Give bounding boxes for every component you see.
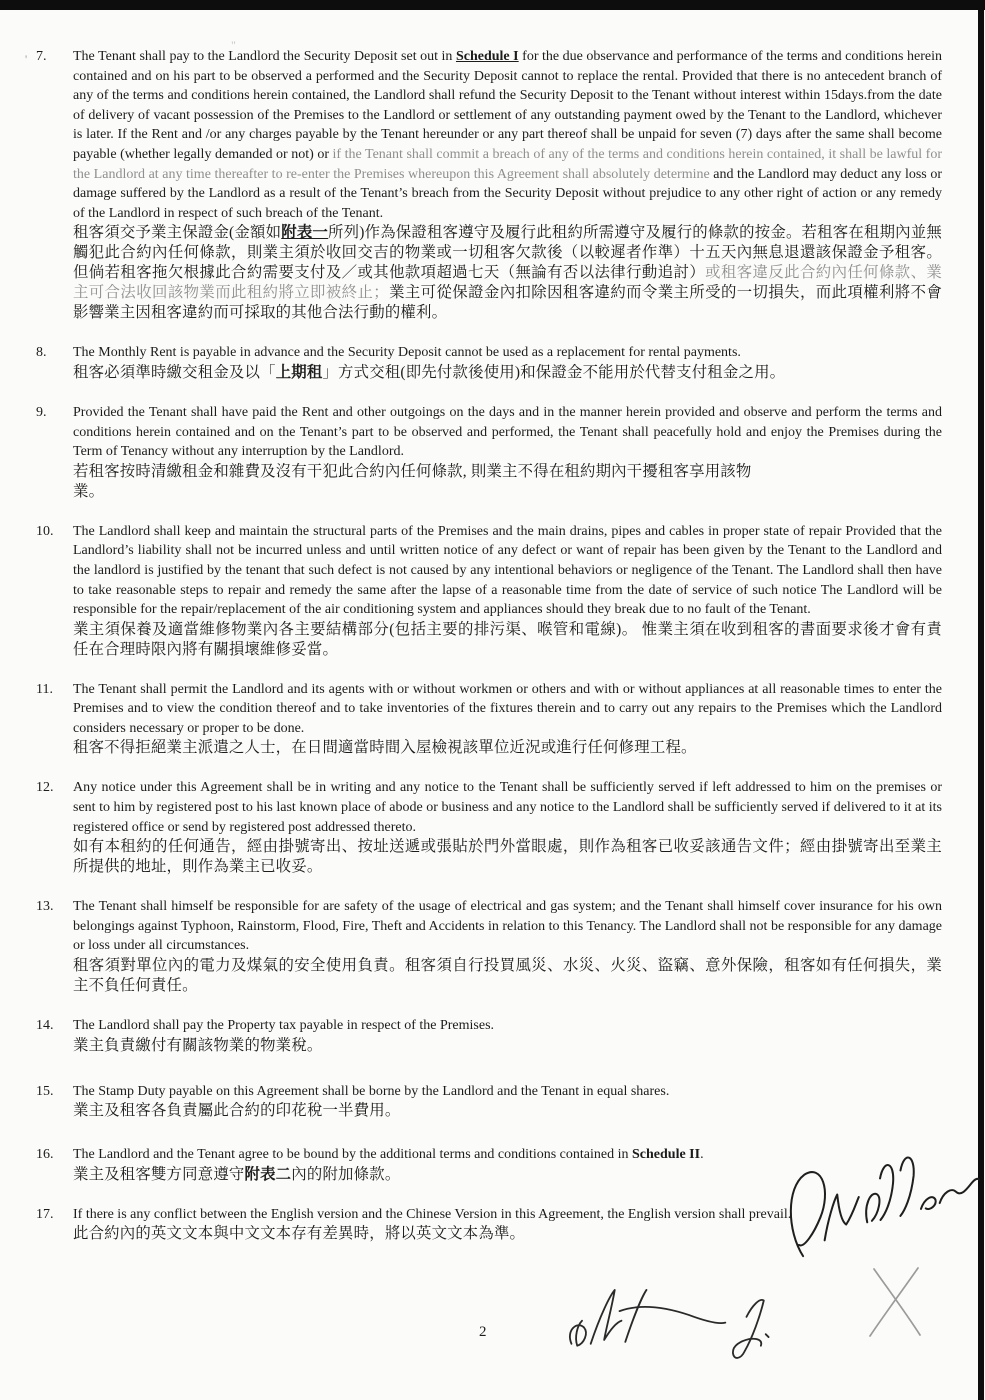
- clause-zh-paragraph: [73, 1036, 942, 1056]
- clause-body: [73, 680, 942, 759]
- text-segment: The Tenant shall permit the Landlord and its agents with or without workmen or others and with or without appliances at all reasonable times to enter the Premises and to view the condition thereof and to take inventories of the fixtures therein and to carry out any repairs to the Premises which the Landlord considers necessary or proper to be done.: [73, 681, 942, 736]
- text-segment: Provided the Tenant shall have paid the Rent and other outgoings on the days and in the manner herein provided and observe and perform the terms and conditions herein contained and on the Tenant’s part to be observed and performed, the Tenant shall peacefully hold and enjoy the Premises during the Term of Tenancy without any interruption by the Landlord.: [73, 404, 942, 460]
- clause-zh-paragraph: [73, 620, 942, 660]
- clause-en-paragraph: [73, 47, 942, 223]
- clause-body: [73, 1082, 942, 1122]
- text-segment: 租客須對單位內的電力及煤氣的安全使用負責。租客須自行投買風災、水災、火災、盜竊、意外保險，租客如有任何損失，業主不負任何責任。: [73, 957, 942, 995]
- clause-en-paragraph: [73, 680, 942, 739]
- clause-zh-paragraph: [73, 738, 942, 758]
- text-segment: 租客須交予業主保證金(金額如: [73, 224, 282, 242]
- clause-zh-paragraph: [73, 223, 942, 323]
- clause-body: [73, 522, 942, 660]
- clause-zh-paragraph: [73, 1101, 942, 1121]
- clause-en-paragraph: [73, 403, 942, 462]
- text-segment: The Landlord and the Tenant agree to be bound by the additional terms and conditions contained in: [73, 1147, 632, 1163]
- clause-number: 10.: [36, 523, 54, 539]
- clause-body: [73, 47, 942, 323]
- clause-zh-paragraph: [73, 956, 942, 996]
- clause-number: 17.: [36, 1206, 54, 1222]
- clause-14: [36, 1016, 942, 1056]
- clause-zh-paragraph: [73, 837, 942, 877]
- clause-12: [36, 778, 942, 877]
- text-segment: 上期租: [275, 363, 323, 381]
- text-segment: The Tenant shall pay to the Landlord the Security Deposit set out in: [73, 49, 456, 64]
- page-number: 2: [479, 1324, 487, 1340]
- clause-15: [36, 1082, 942, 1122]
- clause-en-paragraph: [73, 897, 942, 956]
- text-segment: Schedule II: [632, 1147, 701, 1163]
- scan-artifact-mark: ": [231, 38, 236, 52]
- clause-zh-paragraph: [73, 363, 942, 383]
- text-segment: 若租客按時清繳租金和雜費及沒有干犯此合約內任何條款, 則業主不得在租約期內干擾租客享用該物: [73, 462, 752, 480]
- text-segment: 此合約內的英文文本與中文文本存有差異時，將以英文文本為準。: [73, 1225, 526, 1243]
- clause-11: [36, 680, 942, 759]
- clause-number: 12.: [36, 780, 54, 796]
- text-segment: 業。: [73, 482, 105, 500]
- text-segment: 附表一: [281, 224, 329, 242]
- clause-en-paragraph: [73, 1082, 942, 1102]
- text-segment: The Tenant shall himself be responsible for are safety of the usage of electrical and gas system; and the Tenant shall himself cover insurance for his own belongings against Typhoon, Rainstorm, Flood, Fire, Theft and Accidents in relation to this Tenancy. The Landlord shall not be responsible for any damage or loss under all circumstances.: [73, 899, 942, 954]
- clause-en-paragraph: [73, 522, 942, 620]
- handwritten-signature-bottom: [558, 1280, 808, 1372]
- clause-number: 9.: [36, 404, 47, 420]
- clause-number: 16.: [36, 1147, 54, 1163]
- clause-en-paragraph: [73, 778, 942, 837]
- text-segment: .: [700, 1147, 704, 1163]
- clause-number: 15.: [36, 1083, 54, 1099]
- clause-en-paragraph: [73, 1016, 942, 1036]
- clause-body: [73, 778, 942, 877]
- clause-number: 8.: [36, 345, 47, 361]
- handwritten-signature-diagonal: [777, 1136, 985, 1278]
- text-segment: 業主及租客雙方同意遵守: [73, 1165, 245, 1183]
- text-segment: Schedule I: [455, 49, 519, 64]
- scan-edge-top: [0, 0, 985, 10]
- clause-number: 11.: [36, 681, 53, 697]
- clause-8: [36, 343, 942, 383]
- text-segment: 或租客違反此合約內任何條款、業主可合法收回該物業而此租約將立即被終止；: [73, 264, 942, 302]
- text-segment: The Stamp Duty payable on this Agreement shall be borne by the Landlord and the Tenant in equal shares.: [73, 1083, 670, 1099]
- text-segment: 業主可從保證金內扣除因租客違約而令業主所受的一切損失，而此項權利將不會影響業主因租客違約而可採取的其他合法行動的權利。: [73, 284, 942, 322]
- clause-9: [36, 403, 942, 502]
- text-segment: The Landlord shall pay the Property tax payable in respect of the Premises.: [73, 1018, 495, 1034]
- text-segment: 」方式交租(即先付款後使用)和保證金不能用於代替支付租金之用。: [322, 363, 786, 381]
- text-segment: if the Tenant shall commit a breach of any of the terms and conditions herein contained, it shall be lawful for the Landlord at any time thereafter to re-enter the Premises whereupon this Agreement shall absolutely determine: [73, 146, 942, 182]
- clause-number: 13.: [36, 899, 54, 915]
- text-segment: 業主負責繳付有關該物業的物業稅。: [73, 1036, 323, 1054]
- clause-body: [73, 897, 942, 996]
- text-segment: 附表二: [244, 1165, 292, 1183]
- clause-body: [73, 343, 942, 383]
- clause-13: [36, 897, 942, 996]
- text-segment: 業主須保養及適當維修物業內各主要結構部分(包括主要的排污渠、喉管和電線)。 惟業主須在收到租客的書面要求後才會有責任在合理時限內將有關損壞維修妥當。: [73, 620, 942, 658]
- text-segment: 所列)作為保證租客遵守及履行此租約所需遵守及履行的條款的按金。若租客在租期內並無觸犯此合約內任何條款，則業主須於收回交吉的物業或一切租客欠款後（以較遲者作準）十五天內無息退還該保證金予租客。但倘若租客拖欠根據此合約需要支付及／或其他款項超過七天（無論有否以法律行動追討）: [73, 224, 942, 282]
- text-segment: The Monthly Rent is payable in advance and the Security Deposit cannot be used as a replacement for rental payments.: [73, 345, 741, 361]
- clauses: [36, 47, 942, 1264]
- text-segment: 租客必須準時繳交租金及以「: [73, 363, 276, 381]
- clause-number: 14.: [36, 1018, 54, 1034]
- text-segment: The Landlord shall keep and maintain the structural parts of the Premises and the main drains, pipes and cables in proper state of repair Provided that the Landlord’s liability shall not be incurred unless and until written notice of any defect or want of repair has been given by the Tenant to the Landlord and the landlord is justified by the tenant that such defect is not caused by any intentional behaviors or negligence of the Tenant. The Landlord shall then have to take reasonable steps to repair and remedy the same after the lapse of a reasonable time from the date of service of such notice The Landlord will be responsible for the repair/replacement of the air conditioning system and appliances should they break due to no fault of the Tenant.: [73, 523, 942, 618]
- text-segment: 如有本租約的任何通告，經由掛號寄出、按址送遞或張貼於門外當眼處，則作為租客已收妥該通告文件；經由掛號寄出至業主所提供的地址，則作為業主已收妥。: [73, 838, 942, 876]
- text-segment: 租客不得拒絕業主派遣之人士，在日間適當時間入屋檢視該單位近況或進行任何修理工程。: [73, 739, 697, 757]
- handwritten-x-mark: [862, 1263, 934, 1341]
- text-segment: for the due observance and performance of the terms and conditions herein contained and on his part to be observed a performed and the Security Deposit cannot to replace the rental. Provided that there is no antecedent branch of any of the terms and conditions herein contained, the Landlord shall refund the Security Deposit to the Tenant without interest within 15days.from the date of delivery of vacant possession of the Premises to the Landlord or settlement of any outstanding payment owed by the Tenant to the Landlord, whichever is later. If the Rent and /or any charges payable by the Tenant hereunder or any part thereof shall be unpaid for seven (7) days after the same shall become payable (whether legally demanded or not) or: [73, 49, 943, 162]
- clause-en-paragraph: [73, 343, 942, 363]
- text-segment: and the Landlord may deduct any loss or damage suffered by the Landlord as a result of the Tenant’s breach from the Security Deposit without prejudice to any other right of action or any remedy of the Landlord in respect of such breach of the Tenant.: [73, 166, 942, 221]
- clause-7: [36, 47, 942, 323]
- text-segment: 內的附加條款。: [291, 1165, 401, 1183]
- clause-number: 7.: [36, 49, 47, 64]
- text-segment: 業主及租客各負責屬此合約的印花稅一半費用。: [73, 1102, 401, 1120]
- clause-zh-paragraph: [73, 462, 942, 502]
- scan-artifact-mark: ': [25, 52, 28, 66]
- text-segment: If there is any conflict between the English version and the Chinese Version in this Agreement, the English version shall prevail.: [73, 1206, 792, 1222]
- text-segment: Any notice under this Agreement shall be in writing and any notice to the Tenant shall be sufficiently served if left addressed to him on the premises or sent to him by registered post to his last known place of abode or business and any notice to the Landlord shall be sufficiently served if delivered to it at its registered office or send by registered post addressed thereto.: [73, 780, 942, 835]
- clause-10: [36, 522, 942, 660]
- clause-body: [73, 403, 942, 502]
- clause-body: [73, 1016, 942, 1056]
